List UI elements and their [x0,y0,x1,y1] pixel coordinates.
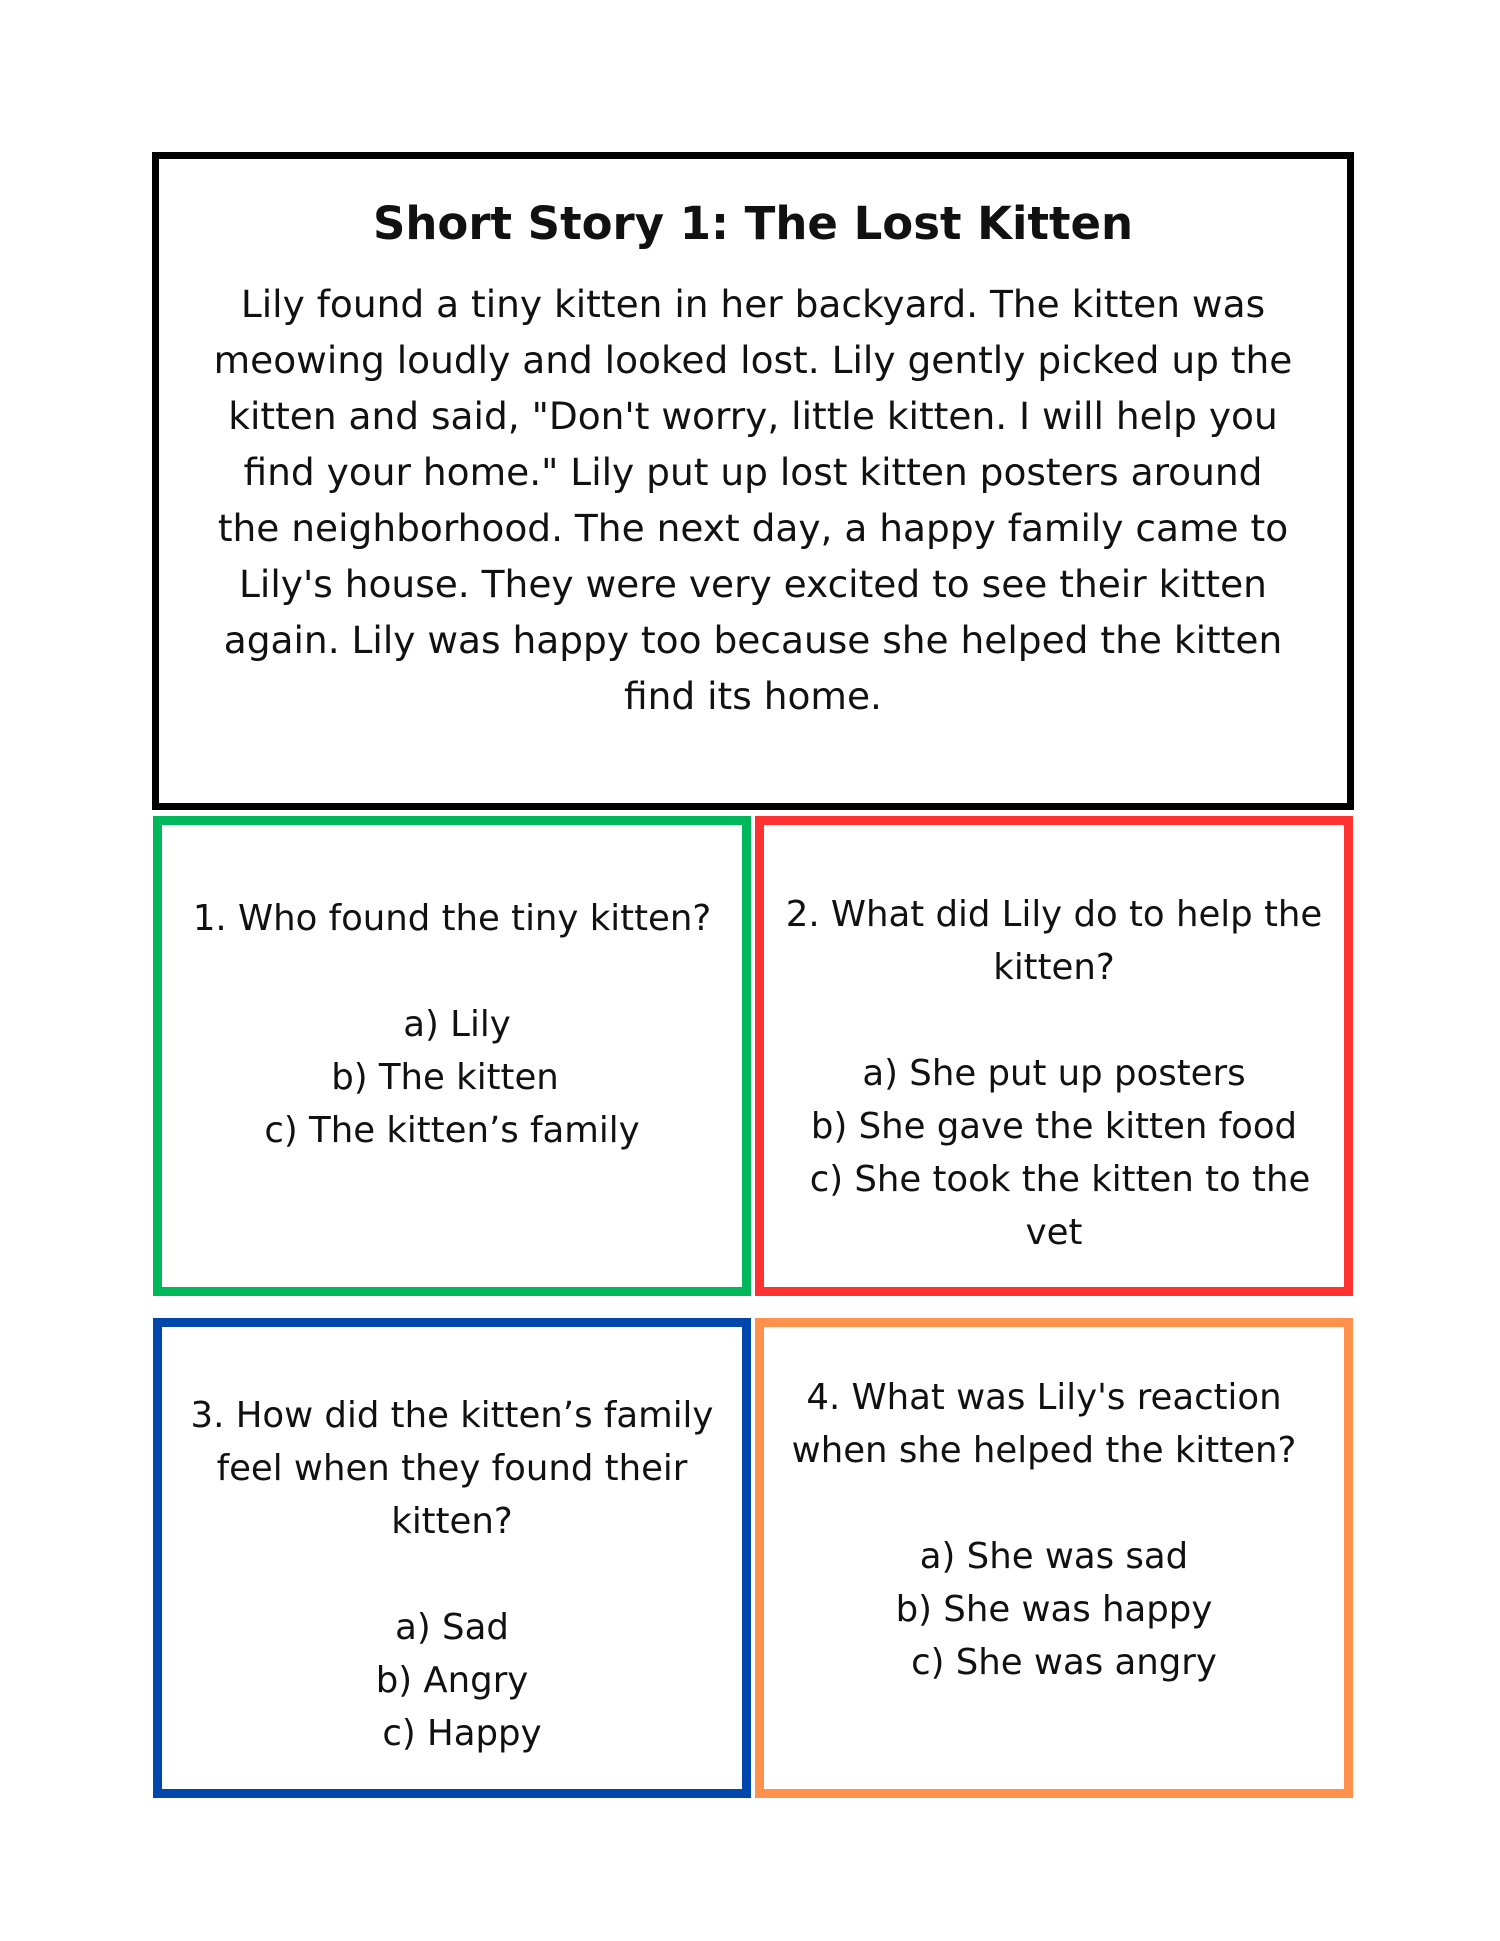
question-2-option-a: a) She put up posters [862,1053,1246,1094]
story-line: Lily found a tiny kitten in her backyard. The kitten was [240,282,1266,326]
question-1-option-a: a) Lily [403,1004,511,1045]
story-line: find its home. [624,674,882,718]
story-line: Lily's house. They were very excited to see their kitten [239,562,1267,606]
story-box [152,152,1354,810]
question-1-text: 1. Who found the tiny kitten? [192,898,712,939]
story-line: again. Lily was happy too because she helped the kitten [223,618,1283,662]
question-card-3 [153,1318,751,1798]
question-3-text-line: feel when they found their [216,1448,688,1489]
question-card-1 [153,816,751,1296]
question-4-content [772,1371,1336,1689]
question-2-option-c-cont: vet [1025,1212,1083,1253]
question-card-2 [755,816,1353,1296]
question-1-content [170,892,734,1157]
question-1-option-b: b) The kitten [331,1057,559,1098]
question-2-option-c: c) She took the kitten to the [809,1159,1311,1200]
question-4-option-b: b) She was happy [895,1589,1213,1630]
question-3-option-c: c) Happy [382,1713,542,1754]
question-3-content [170,1389,734,1760]
question-2-content [772,888,1336,1259]
question-3-text-line: kitten? [391,1501,513,1542]
question-4-option-a: a) She was sad [919,1536,1189,1577]
question-4-option-c: c) She was angry [911,1642,1217,1683]
story-title: Short Story 1: The Lost Kitten [372,197,1134,250]
question-4-text-line: 4. What was Lily's reaction [806,1377,1282,1418]
story-line: find your home." Lily put up lost kitten posters around [243,450,1263,494]
question-3-text-line: 3. How did the kitten’s family [190,1395,714,1436]
question-card-4 [755,1318,1353,1798]
question-2-text-line: 2. What did Lily do to help the [785,894,1323,935]
story-text [189,276,1317,724]
question-3-option-a: a) Sad [395,1607,509,1648]
story-line: meowing loudly and looked lost. Lily gently picked up the [213,338,1293,382]
story-line: kitten and said, "Don't worry, little kitten. I will help you [228,394,1278,438]
question-2-text-line: kitten? [993,947,1115,988]
question-3-option-b: b) Angry [375,1660,529,1701]
question-2-option-b: b) She gave the kitten food [810,1106,1298,1147]
question-4-text-line: when she helped the kitten? [791,1430,1297,1471]
story-line: the neighborhood. The next day, a happy family came to [217,506,1289,550]
question-1-option-c: c) The kitten’s family [264,1110,640,1151]
